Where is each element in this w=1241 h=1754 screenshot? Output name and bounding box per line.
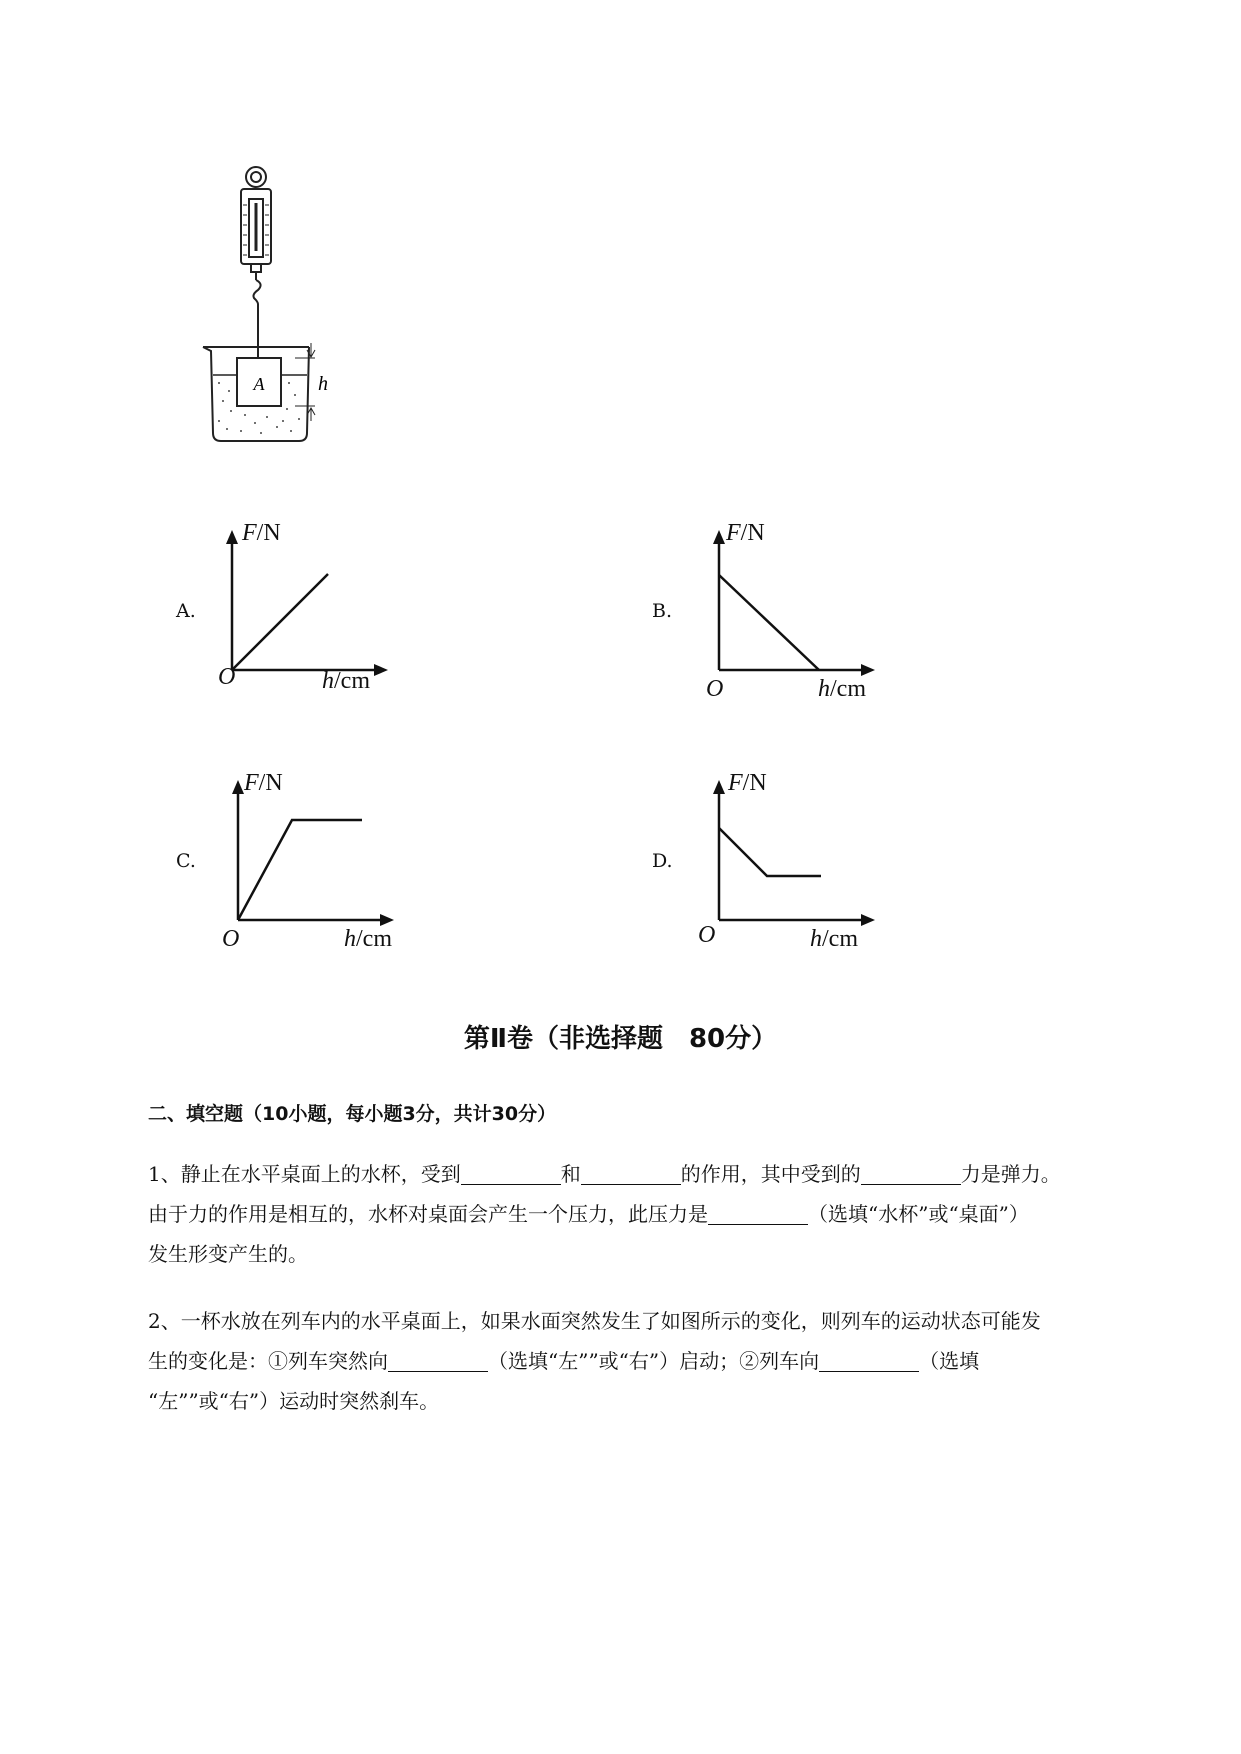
option-a-y-axis-label: F/N xyxy=(242,520,281,546)
option-b-y-axis-label: F/N xyxy=(726,520,765,546)
question-1-line-3: 发生形变产生的。 xyxy=(148,1242,308,1266)
text: （选填 xyxy=(919,1349,980,1373)
option-a-graph xyxy=(210,520,400,700)
depth-label: h xyxy=(318,373,328,395)
text: 和 xyxy=(560,1162,581,1186)
option-c-y-axis-label: F/N xyxy=(244,770,283,796)
option-d-graph xyxy=(697,770,887,950)
option-b-letter: B. xyxy=(652,600,673,622)
text: 1、静止在水平桌面上的水杯，受到 xyxy=(148,1162,461,1186)
question-2-line-1: 2、一杯水放在列车内的水平桌面上，如果水面突然发生了如图所示的变化，则列车的运动状态可能发 xyxy=(148,1309,1041,1333)
option-d-x-axis-label: h/cm xyxy=(810,926,858,952)
part-title: 第Ⅱ卷（非选择题 80分） xyxy=(463,1024,778,1054)
option-a-curve xyxy=(232,574,328,670)
text: （选填“水杯”或“桌面”） xyxy=(808,1202,1029,1226)
answer-blank[interactable] xyxy=(861,1162,961,1185)
question-1-line-1 xyxy=(148,1154,1061,1194)
option-c-letter: C. xyxy=(176,850,196,872)
option-a-letter: A. xyxy=(176,600,196,622)
option-c-x-axis-label: h/cm xyxy=(344,926,392,952)
option-b-x-axis-label: h/cm xyxy=(818,676,866,702)
text: 的作用，其中受到的 xyxy=(680,1162,861,1186)
option-b-curve xyxy=(719,575,819,670)
option-d-letter: D. xyxy=(652,850,673,872)
answer-blank[interactable] xyxy=(461,1162,561,1185)
option-d-curve xyxy=(719,828,821,876)
question-1-line-2 xyxy=(148,1194,1029,1234)
text: 由于力的作用是相互的，水杯对桌面会产生一个压力，此压力是 xyxy=(148,1202,708,1226)
option-c-origin: O xyxy=(222,926,240,952)
text: 力是弹力。 xyxy=(960,1162,1061,1186)
text: 生的变化是：①列车突然向 xyxy=(148,1349,388,1373)
option-d-y-axis-label: F/N xyxy=(728,770,767,796)
answer-blank[interactable] xyxy=(388,1349,488,1372)
option-b-origin: O xyxy=(706,676,724,702)
option-d-origin: O xyxy=(698,922,716,948)
option-a-origin: O xyxy=(218,664,236,690)
question-2-line-2 xyxy=(148,1341,979,1381)
spring-scale-figure xyxy=(195,165,345,450)
answer-blank[interactable] xyxy=(581,1162,681,1185)
option-c-graph xyxy=(216,770,406,950)
question-2-line-3: “左””或“右”）运动时突然刹车。 xyxy=(148,1389,440,1413)
answer-blank[interactable] xyxy=(819,1349,919,1372)
option-b-graph xyxy=(697,520,887,700)
answer-blank[interactable] xyxy=(708,1202,808,1225)
section-heading: 二、填空题（10小题，每小题3分，共计30分） xyxy=(148,1103,557,1125)
text: （选填“左””或“右”）启动；②列车向 xyxy=(488,1349,820,1373)
block-label: A xyxy=(253,374,265,394)
option-c-curve xyxy=(238,820,362,920)
option-a-x-axis-label: h/cm xyxy=(322,668,370,694)
